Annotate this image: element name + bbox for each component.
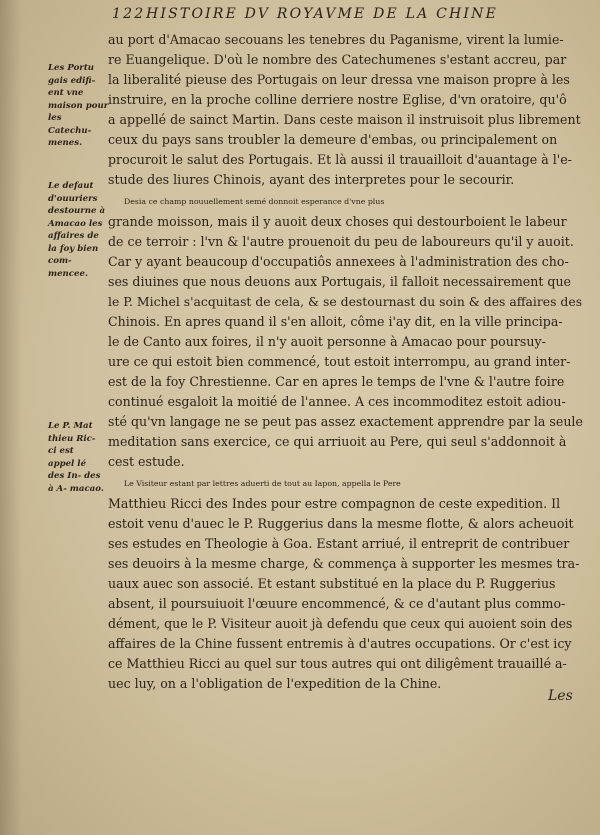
- text-line: dément, que le P. Visiteur auoit jà defendu que ceux qui auoient soin des: [108, 616, 573, 631]
- text-line: cest estude.: [108, 454, 185, 469]
- text-line: ure ce qui estoit bien commencé, tout estoit interrompu, au grand inter-: [108, 354, 571, 369]
- paragraph-start-line: Le Visiteur estant par lettres aduerti de tout au Iapon, appella le Pere: [124, 479, 401, 488]
- text-line: Car y ayant beaucoup d'occupatiôs annexees à l'administration des cho-: [108, 254, 569, 269]
- text-line: uec luy, on a l'obligation de l'expedition de la Chine.: [108, 676, 442, 691]
- text-line: au port d'Amacao secouans les tenebres du Paganisme, virent la lumie-: [108, 32, 564, 47]
- text-line: la liberalité pieuse des Portugais on leur dressa vne maison propre à les: [108, 72, 570, 87]
- text-line: sté qu'vn langage ne se peut pas assez exactement apprendre par la seule: [108, 414, 583, 429]
- text-line: de ce terroir : l'vn & l'autre prouenoit du peu de laboureurs qu'il y auoit.: [108, 234, 574, 249]
- text-line: instruire, en la proche colline derriere nostre Eglise, d'vn oratoire, qu'ô: [108, 92, 567, 107]
- text-line: stude des liures Chinois, ayant des interpretes pour le secourir.: [108, 172, 515, 187]
- marginal-note-text: Les Portu gais edifi- ent vne maison pour les Catechu- menes.: [48, 63, 109, 148]
- text-line: est de la foy Chrestienne. Car en apres le temps de l'vne & l'autre foire: [108, 374, 565, 389]
- catchword: Les: [548, 688, 573, 704]
- text-line: grande moisson, mais il y auoit deux choses qui destourboient le labeur: [108, 214, 567, 229]
- text-line: le de Canto aux foires, il n'y auoit personne à Amacao pour poursuy-: [108, 334, 546, 349]
- marginal-note: [48, 180, 110, 280]
- text-line: ses diuines que nous deuons aux Portugais, il falloit necessairement que: [108, 274, 572, 289]
- paragraph-start-line: Desia ce champ nouuellement semé donnoit esperance d'vne plus: [124, 197, 385, 206]
- marginal-note-text: Le defaut d'ouuriers destourne à Amacao les affaires de la foy bien com- mencee.: [48, 181, 106, 279]
- marginal-note-text: Le P. Mat thieu Ric- ci est appel lé des In- des à A- macao.: [48, 421, 104, 494]
- page-number: 122: [112, 6, 146, 22]
- text-line: Matthieu Ricci des Indes pour estre compagnon de ceste expedition. Il: [108, 496, 561, 511]
- text-line: absent, il poursuiuoit l'œuure encommencé, & ce d'autant plus commo-: [108, 596, 566, 611]
- text-line: re Euangelique. D'où le nombre des Catechumenes s'estant accreu, par: [108, 52, 567, 67]
- running-header: [112, 6, 592, 28]
- marginal-note: [48, 62, 110, 150]
- text-line: meditation sans exercice, ce qui arriuoit au Pere, qui seul s'addonnoit à: [108, 434, 567, 449]
- running-title: HISTOIRE DV ROYAVME DE LA CHINE: [146, 6, 499, 22]
- text-line: estoit venu d'auec le P. Ruggerius dans la mesme flotte, & alors acheuoit: [108, 516, 574, 531]
- text-line: ses estudes en Theologie à Goa. Estant arriué, il entreprit de contribuer: [108, 536, 570, 551]
- text-line: affaires de la Chine fussent entremis à d'autres occupations. Or c'est icy: [108, 636, 572, 651]
- text-line: ses deuoirs à la mesme charge, & commença à supporter les mesmes tra-: [108, 556, 580, 571]
- text-line: uaux auec son associé. Et estant substitué en la place du P. Ruggerius: [108, 576, 556, 591]
- marginal-note: [48, 420, 110, 495]
- text-line: ceux du pays sans troubler la demeure d'embas, ou principalement on: [108, 132, 558, 147]
- text-line: procuroit le salut des Portugais. Et là aussi il trauailloit d'auantage à l'e-: [108, 152, 572, 167]
- text-line: a appellé de sainct Martin. Dans ceste maison il instruisoit plus librement: [108, 112, 581, 127]
- text-line: Chinois. En apres quand il s'en alloit, côme i'ay dit, en la ville principa-: [108, 314, 563, 329]
- text-line: ce Matthieu Ricci au quel sur tous autres qui ont diligêment trauaillé a-: [108, 656, 567, 671]
- text-line: le P. Michel s'acquitast de cela, & se destournast du soin & des affaires des: [108, 294, 583, 309]
- text-line: continué esgaloit la moitié de l'annee. A ces incommoditez estoit adiou-: [108, 394, 566, 409]
